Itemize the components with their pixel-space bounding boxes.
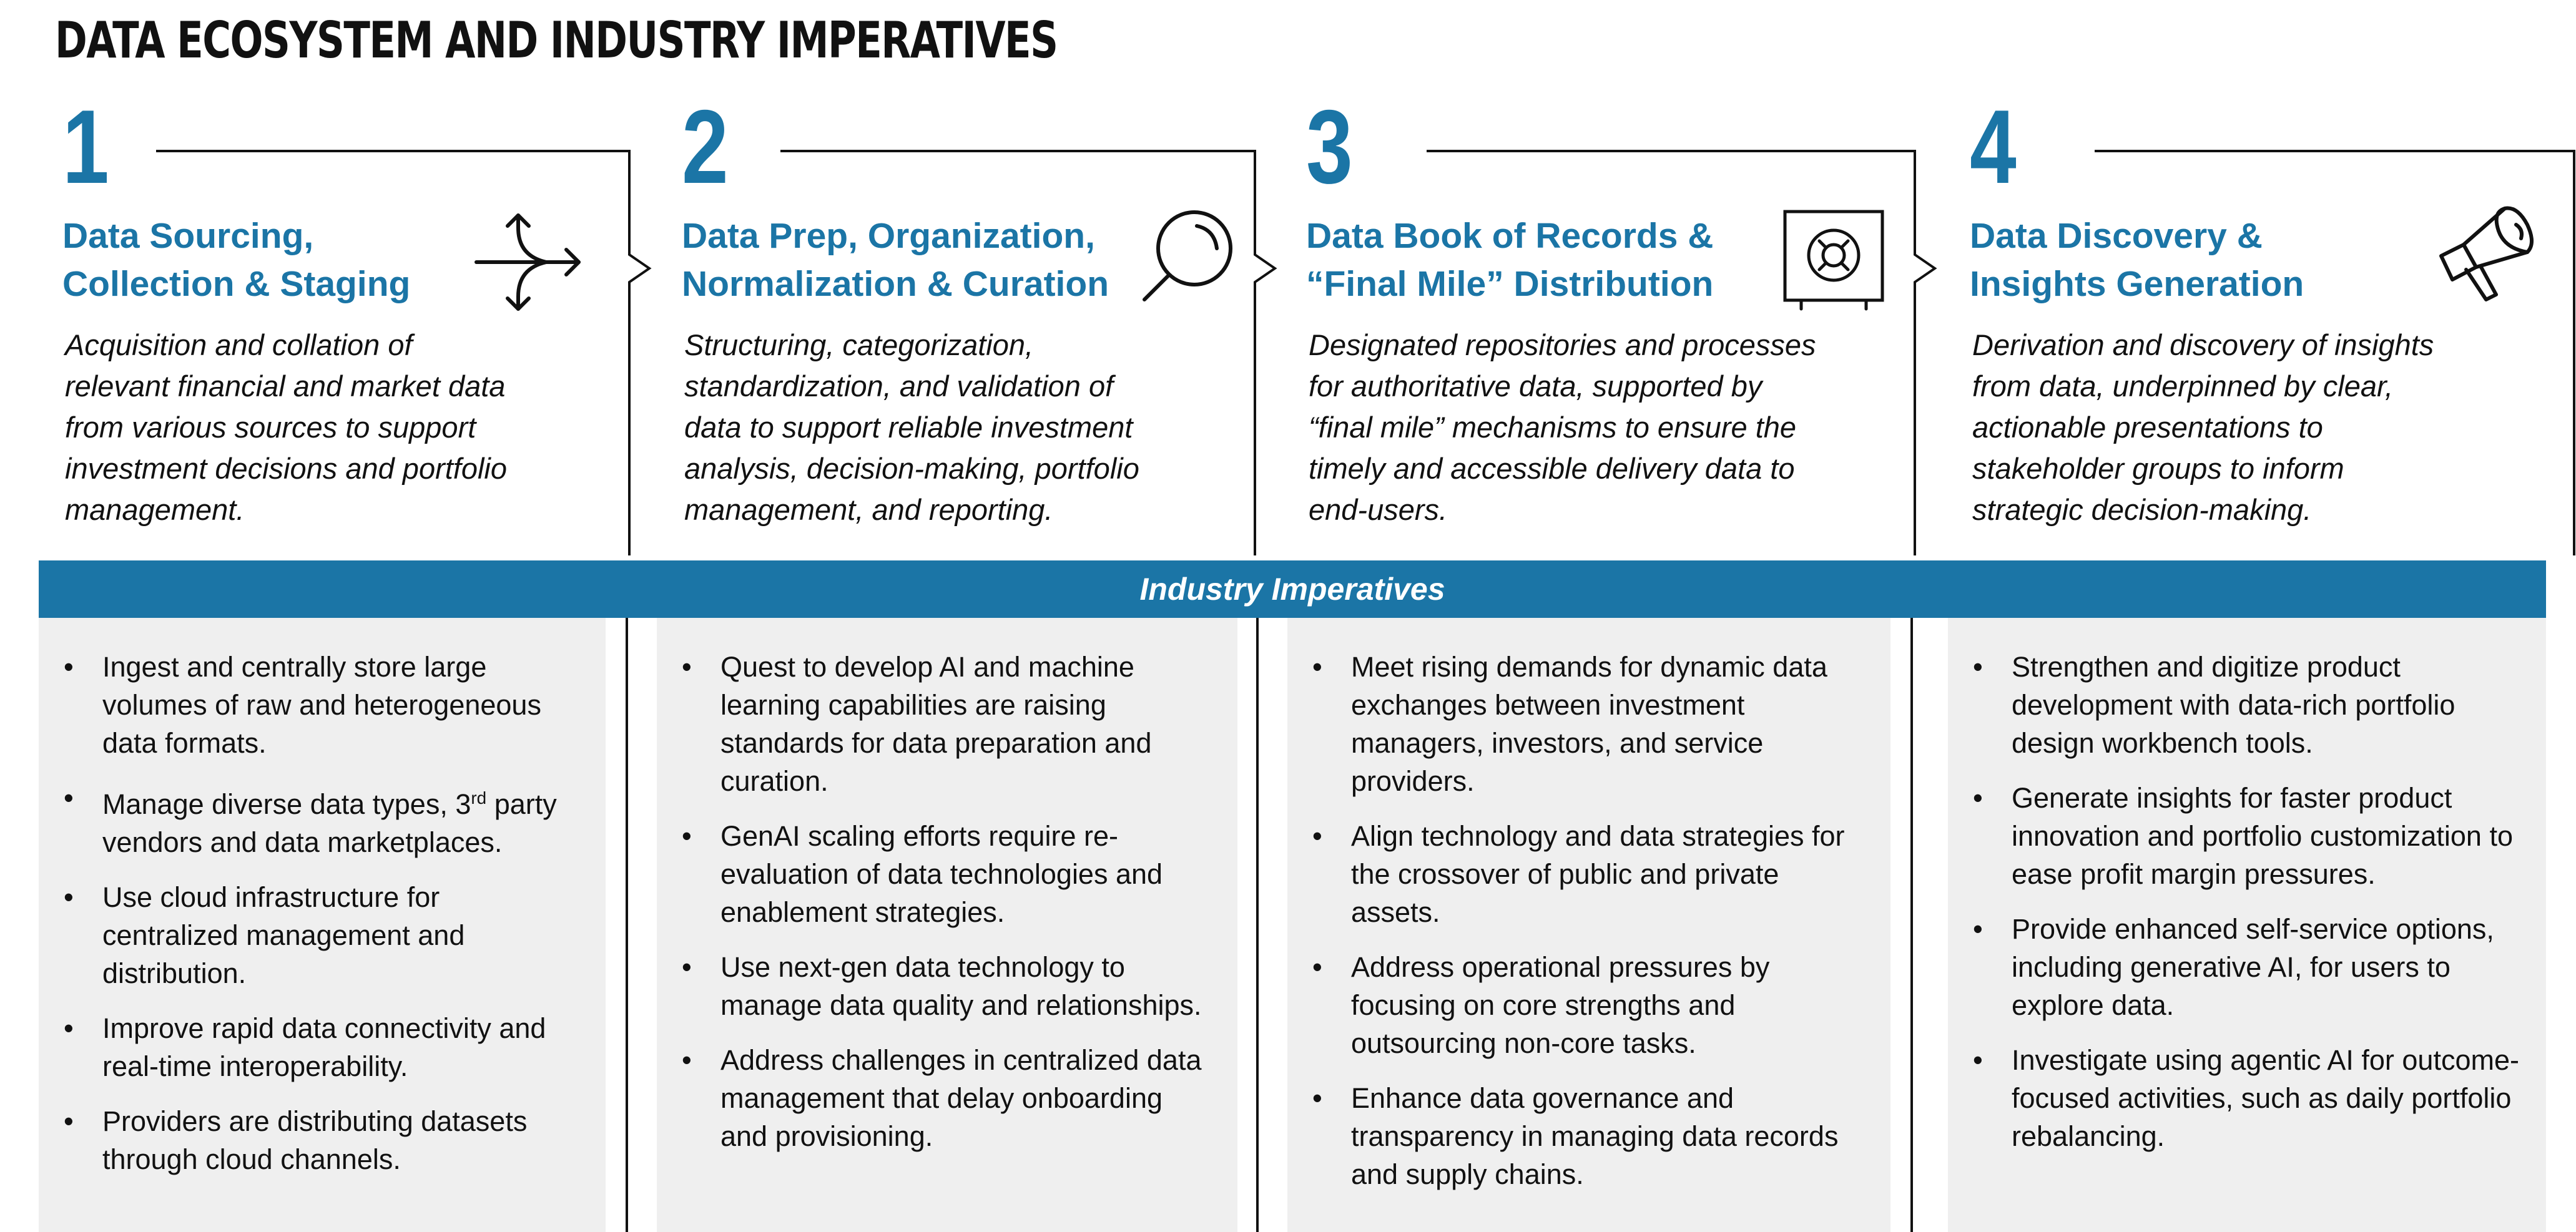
page-title: DATA ECOSYSTEM AND INDUSTRY IMPERATIVES	[55, 11, 1058, 69]
imperatives-panel-1	[39, 618, 606, 1232]
imperatives-list	[64, 648, 581, 1178]
stage-description: Designated repositories and processes for authoritative data, supported by “final mile” mechanisms to ensure the timely and accessible delivery data to end-users.	[1309, 328, 1816, 526]
column-divider	[626, 618, 628, 1232]
list-item: • Address challenges in centralized data management that delay onboarding and provisioning.	[682, 1044, 1202, 1152]
imperatives-panel-4	[1948, 618, 2546, 1232]
list-item: • Enhance data governance and transparency in managing data records and supply chains.	[1312, 1082, 1839, 1190]
list-item: • Manage diverse data types, 3rd party vendors and data marketplaces.	[64, 782, 557, 858]
list-item: • Strengthen and digitize product development with data-rich portfolio design workbench tools.	[1973, 651, 2456, 759]
stage-description: Acquisition and collation of relevant financial and market data from various sources to support investment decisions and portfolio management.	[65, 328, 508, 526]
stage-3-bracket	[1420, 144, 1951, 562]
stage-number: 2	[682, 88, 729, 205]
imperatives-list	[1312, 648, 1866, 1193]
stage-title: Data Prep, Organization, Normalization & Curation	[682, 216, 1109, 304]
list-item: • Use next-gen data technology to manage data quality and relationships.	[682, 951, 1202, 1021]
list-item: • Investigate using agentic AI for outcome-focused activities, such as daily portfolio rebalancing.	[1973, 1044, 2519, 1152]
list-item: • Align technology and data strategies for the crossover of public and private assets.	[1312, 820, 1845, 928]
list-item: • GenAI scaling efforts require re-evaluation of data technologies and enablement strategies.	[682, 820, 1163, 928]
imperatives-list	[682, 648, 1212, 1155]
list-item: • Providers are distributing datasets through cloud channels.	[64, 1105, 528, 1175]
stage-4-bracket	[2088, 144, 2576, 562]
list-item: • Ingest and centrally store large volumes of raw and heterogeneous data formats.	[64, 651, 541, 759]
stage-title: Data Discovery & Insights Generation	[1970, 216, 2304, 304]
list-item: • Generate insights for faster product innovation and portfolio customization to ease profit margin pressures.	[1973, 782, 2513, 890]
list-item: • Use cloud infrastructure for centralized management and distribution.	[64, 881, 465, 989]
stage-title: Data Book of Records & “Final Mile” Distribution	[1306, 216, 1714, 304]
banner-label: Industry Imperatives	[1139, 572, 1445, 607]
column-divider	[1910, 618, 1913, 1232]
list-item: • Address operational pressures by focusing on core strengths and outsourcing non-core tasks.	[1312, 951, 1770, 1059]
list-item: • Quest to develop AI and machine learning capabilities are raising standards for data preparation and curation.	[682, 651, 1152, 797]
column-divider	[1256, 618, 1259, 1232]
stage-title: Data Sourcing, Collection & Staging	[62, 216, 411, 304]
list-item: • Improve rapid data connectivity and real-time interoperability.	[64, 1012, 546, 1082]
stage-number: 1	[62, 88, 109, 205]
stage-2-bracket	[774, 144, 1305, 562]
list-item: • Provide enhanced self-service options, including generative AI, for users to explore data.	[1973, 913, 2494, 1021]
imperatives-panel-2	[657, 618, 1237, 1232]
imperatives-panel-3	[1287, 618, 1890, 1232]
list-item: • Meet rising demands for dynamic data exchanges between investment managers, investors, and service providers.	[1312, 651, 1827, 797]
imperatives-list	[1973, 648, 2521, 1155]
stage-description: Structuring, categorization, standardization, and validation of data to support reliable investment analysis, decision-making, portfolio management, and reporting.	[684, 328, 1139, 526]
stage-number: 4	[1970, 88, 2017, 205]
industry-imperatives-banner	[39, 560, 2546, 618]
stage-1-bracket	[150, 144, 656, 562]
stage-number: 3	[1306, 88, 1353, 205]
stage-description: Derivation and discovery of insights from data, underpinned by clear, actionable presentations to stakeholder groups to inform strategic decision-making.	[1972, 328, 2434, 526]
